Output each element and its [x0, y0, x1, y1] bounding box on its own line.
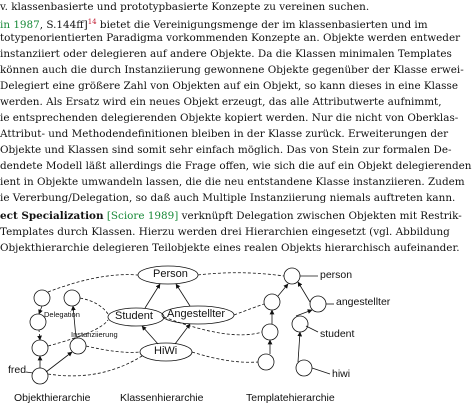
text-line-1: v. klassenbasierte und prototypbasierte Konzepte zu vereinen suchen. — [0, 1, 370, 13]
citation-link[interactable]: in 1987 — [0, 19, 40, 31]
text-line-3: totypenorientierten Paradigma vorkommenden Konzepte an. Objekte werden entweder — [0, 32, 461, 44]
object-node — [32, 340, 48, 356]
text-line-13: ie Vererbung/Delegation, so daß auch Multiple Instanziierung niemals auftreten kann. — [0, 192, 456, 204]
object-node — [64, 290, 80, 306]
class-hiwi-label: HiWi — [154, 345, 178, 357]
text-line-12: ient in Objekte umwandeln lassen, die die neu entstandene Klasse instanziieren. Zudem — [0, 176, 465, 188]
section-term: ect Specialization — [0, 210, 104, 222]
text-line-14 — [0, 209, 462, 223]
text-segment: bietet die Vereinigungsmenge der im klassenbasierten und im — [96, 19, 428, 31]
text-line-2 — [0, 15, 428, 32]
class-angestellter-label: Angestellter — [167, 308, 226, 320]
template-node — [262, 324, 278, 340]
object-node — [70, 338, 86, 354]
text-line-8: ie entsprechenden delegierenden Objekte kopiert werden. Nur die nicht von Oberklas- — [0, 112, 459, 124]
text-line-15: Templates durch Klassen. Hierzu werden drei Hierarchien eingesetzt (vgl. Abbildung — [0, 226, 450, 238]
template-node — [258, 354, 274, 370]
hiwi-object-label: hiwi — [332, 368, 351, 380]
template-node — [296, 360, 312, 376]
citation-link[interactable]: [Sciore 1989] — [106, 210, 179, 222]
hierarchy-figure — [0, 262, 474, 410]
text-line-6: Delegiert eine größere Zahl von Objekten auf ein Objekt, so kann dieses in eine Klasse — [0, 80, 458, 92]
caption-templatehierarchie: Templatehierarchie — [246, 392, 335, 404]
text-line-5: können auch die durch Instanziierung gewonnene Objekte gegenüber der Klasse erwei- — [0, 64, 464, 76]
template-node — [310, 296, 326, 312]
delegation-label: Delegation — [44, 310, 80, 319]
caption-objekthierarchie: Objekthierarchie — [14, 392, 91, 404]
template-node — [284, 268, 300, 284]
text-segment: verknüpft Delegation zwischen Objekten mit Restrik- — [178, 210, 462, 222]
template-node — [264, 294, 280, 310]
object-node — [34, 290, 50, 306]
caption-klassenhierarchie: Klassenhierarchie — [120, 392, 204, 404]
text-line-11: dendete Modell läßt allerdings die Frage offen, wie sich die auf ein Objekt delegierenden — [0, 160, 472, 172]
class-person-label: Person — [153, 268, 188, 280]
footnote-mark[interactable]: 14 — [87, 18, 97, 26]
text-line-16: Objekthierarchie delegieren Teilobjekte eines realen Objekts hierarchisch aufeinander. — [0, 242, 460, 254]
citation-page: , S.144ff] — [39, 19, 88, 31]
class-student-label: Student — [115, 310, 153, 322]
text-line-10: Objekte und Klassen sind somit sehr einfach möglich. Das von Stein zur formalen De- — [0, 144, 452, 156]
fred-label: fred — [8, 364, 27, 376]
student-object-label: student — [320, 328, 355, 340]
object-node — [32, 368, 48, 384]
instanziierung-label: Instanziierung — [71, 330, 118, 339]
text-line-9: Attribut- und Methodendefinitionen bleiben in der Klasse zurück. Erweiterungen der — [0, 128, 449, 140]
template-node — [292, 316, 308, 332]
angestellter-object-label: angestellter — [336, 296, 391, 308]
person-object-label: person — [320, 269, 353, 281]
text-line-7: werden. Als Ersatz wird ein neues Objekt erzeugt, das alle Attributwerte aufnimmt, — [0, 96, 442, 108]
text-line-4: instanziiert oder delegieren auf andere Objekte. Da die Klassen minimalen Templates — [0, 48, 452, 60]
